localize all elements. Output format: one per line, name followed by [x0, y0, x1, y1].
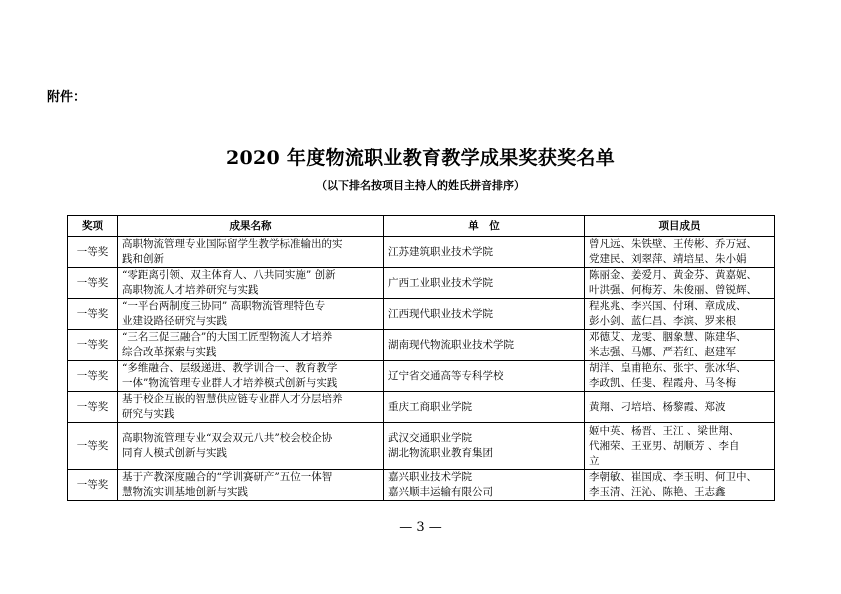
award-cell: 一等奖	[68, 361, 118, 392]
members-cell	[585, 392, 775, 423]
award-cell: 一等奖	[68, 392, 118, 423]
table-row	[68, 392, 775, 423]
project-name-line: 同育人模式创新与实践	[122, 447, 227, 459]
unit-cell	[384, 268, 585, 299]
members-line: 米志强、马娜、严若红、赵建军	[589, 346, 736, 358]
unit-cell	[384, 392, 585, 423]
members-cell	[585, 361, 775, 392]
table-row	[68, 470, 775, 501]
members-line: 姬中英、杨晋、王江 、梁世翔、	[589, 424, 740, 437]
members-line: 曾凡远、朱铁壁、王传彬、乔万冠、	[589, 238, 757, 250]
project-name-cell	[118, 268, 384, 299]
award-cell: 一等奖	[68, 423, 118, 470]
project-name-line: 研究与实践	[122, 408, 175, 420]
project-name-cell	[118, 237, 384, 268]
table-row	[68, 361, 775, 392]
project-name-cell	[118, 330, 384, 361]
members-cell	[585, 299, 775, 330]
attachment-label: 附件：	[47, 90, 87, 105]
members-cell	[585, 237, 775, 268]
members-line: 李政凯、任斐、程霞舟、马冬梅	[589, 377, 736, 389]
unit-line: 武汉交通职业学院	[388, 432, 472, 444]
project-name-cell	[118, 423, 384, 470]
table-header-row	[68, 216, 775, 237]
members-cell	[585, 268, 775, 299]
table-row	[68, 330, 775, 361]
unit-line: 湖南现代物流职业技术学院	[388, 338, 514, 351]
project-name-line: 高职物流人才培养研究与实践	[122, 284, 259, 296]
award-cell: 一等奖	[68, 237, 118, 268]
members-line: 黄翔、刁培培、杨黎霞、郑波	[589, 400, 726, 413]
unit-cell	[384, 237, 585, 268]
unit-cell	[384, 299, 585, 330]
members-line: 李玉清、汪沁、陈艳、王志鑫	[589, 486, 726, 498]
project-name-cell	[118, 392, 384, 423]
members-line: 胡洋、皇甫艳东、张宇、张冰华、	[589, 362, 747, 374]
unit-line: 江苏建筑职业技术学院	[388, 245, 493, 258]
document-subtitle: （以下排名按项目主持人的姓氏拼音排序）	[316, 179, 525, 192]
members-line: 代湘荣、王亚男、胡顺芳 、李自	[589, 439, 740, 452]
members-line: 叶洪强、何梅芳、朱俊丽、曾锐辉、	[589, 284, 757, 296]
unit-cell	[384, 470, 585, 501]
project-name-line: 高职物流管理专业国际留学生教学标准输出的实	[122, 238, 343, 250]
members-line: 彭小剑、蓝仁昌、李滨、罗来根	[589, 315, 736, 327]
table-row	[68, 299, 775, 330]
header-award: 奖项	[68, 216, 118, 237]
members-cell	[585, 470, 775, 501]
members-line: 陈丽金、姜爱月、黄金芬、黄嘉妮、	[589, 269, 757, 281]
unit-line: 湖北物流职业教育集团	[388, 447, 493, 459]
unit-line: 嘉兴职业技术学院	[388, 471, 472, 483]
unit-line: 嘉兴顺丰运输有限公司	[388, 486, 493, 498]
members-cell	[585, 330, 775, 361]
unit-line: 重庆工商职业学院	[388, 400, 472, 413]
award-cell: 一等奖	[68, 268, 118, 299]
project-name-line: “零距离引领、双主体育人、八共同实施” 创新	[122, 269, 336, 281]
table-row	[68, 423, 775, 470]
members-line: 邓德艾、龙雯、胭象慧、陈建华、	[589, 331, 747, 343]
project-name-cell	[118, 299, 384, 330]
unit-line: 辽宁省交通高等专科学校	[388, 369, 504, 382]
project-name-line: 一体”物流管理专业群人才培养模式创新与实践	[122, 377, 338, 389]
members-line: 党建民、刘翠萍、靖培星、朱小娟	[589, 253, 747, 265]
table-row	[68, 268, 775, 299]
project-name-line: “三名三促三融合”的大国工匠型物流人才培养	[122, 331, 333, 343]
project-name-line: 慧物流实训基地创新与实践	[122, 486, 248, 498]
unit-line: 江西现代职业技术学院	[388, 307, 493, 320]
project-name-line: 业建设路径研究与实践	[122, 315, 227, 327]
award-cell: 一等奖	[68, 299, 118, 330]
project-name-line: 基于产教深度融合的“学训赛研产”五位一体智	[122, 471, 333, 483]
project-name-line: “一平台两制度三协同” 高职物流管理特色专	[122, 300, 326, 312]
header-project-name: 成果名称	[118, 216, 384, 237]
award-cell: 一等奖	[68, 330, 118, 361]
members-line: 程兆兆、李兴国、付琍、章成成、	[589, 300, 747, 312]
members-cell	[585, 423, 775, 470]
unit-cell	[384, 330, 585, 361]
header-unit: 单 位	[384, 216, 585, 237]
page-number: — 3 —	[399, 520, 442, 535]
header-members: 项目成员	[585, 216, 775, 237]
project-name-line: 基于校企互嵌的智慧供应链专业群人才分层培养	[122, 393, 343, 405]
members-line: 李朝敏、崔国成、李玉明、何卫中、	[589, 471, 757, 483]
award-cell: 一等奖	[68, 470, 118, 501]
project-name-line: “多维融合、层级递进、教学训合一、教育教学	[122, 362, 338, 374]
project-name-line: 综合改革探索与实践	[122, 346, 217, 358]
unit-line: 广西工业职业技术学院	[388, 276, 493, 289]
unit-cell	[384, 361, 585, 392]
document-title: 2020 年度物流职业教育教学成果奖获奖名单	[225, 147, 616, 169]
project-name-line: 践和创新	[122, 253, 164, 265]
members-line: 立	[589, 454, 600, 467]
project-name-line: 高职物流管理专业“双会双元八共”校会校企协	[122, 432, 333, 444]
awards-table	[67, 215, 775, 501]
table-row	[68, 237, 775, 268]
project-name-cell	[118, 361, 384, 392]
project-name-cell	[118, 470, 384, 501]
unit-cell	[384, 423, 585, 470]
